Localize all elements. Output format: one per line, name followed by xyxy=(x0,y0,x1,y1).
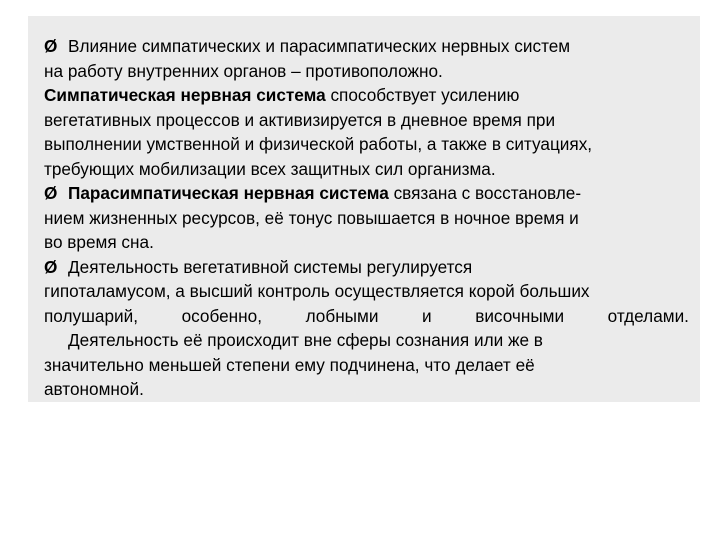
paragraph-4-text: Деятельность вегетативной системы регулируется xyxy=(68,256,473,277)
paragraph-4-line-2: гипоталамусом, а высший контроль осуществляется корой больших xyxy=(44,281,590,301)
paragraph-4-line-5: значительно меньшей степени ему подчинена, что делает её xyxy=(44,354,535,375)
paragraph-1-line-1 xyxy=(44,34,689,59)
paragraph-4-line-4: Деятельность её происходит вне сферы сознания или же в xyxy=(68,330,543,350)
sympathetic-term: Симпатическая нервная система xyxy=(44,85,326,105)
paragraph-4-line-6: автономной. xyxy=(44,379,144,399)
parasympathetic-term: Парасимпатическая нервная система xyxy=(68,183,389,203)
word: отделами. xyxy=(607,305,689,326)
paragraph-4-line-1 xyxy=(44,255,689,280)
arrow-bullet-icon: Ø xyxy=(44,183,58,203)
word: височными xyxy=(475,305,565,326)
paragraph-2-line-1 xyxy=(44,83,689,108)
paragraph-3-line-2: нием жизненных ресурсов, её тонус повышается в ночное время и xyxy=(44,207,579,228)
paragraph-1-text: Влияние симпатических и парасимпатических нервных систем xyxy=(68,36,571,56)
arrow-bullet-icon: Ø xyxy=(44,256,58,277)
arrow-bullet-icon: Ø xyxy=(44,36,58,56)
paragraph-3-text: связана с восстановле- xyxy=(388,183,582,203)
paragraph-2-line-3: выполнении умственной и физической работы, а также в ситуациях, xyxy=(44,134,593,154)
slide-text xyxy=(44,34,689,402)
word: и xyxy=(422,305,432,326)
paragraph-4-line-3 xyxy=(44,304,689,329)
paragraph-3-line-1 xyxy=(44,181,689,206)
word: полушарий, xyxy=(44,305,138,326)
paragraph-2-line-4: требующих мобилизации всех защитных сил организма. xyxy=(44,158,496,179)
paragraph-2-text: способствует усилению xyxy=(325,85,520,105)
paragraph-3-line-3: во время сна. xyxy=(44,232,154,252)
paragraph-1-line-2: на работу внутренних органов – противоположно. xyxy=(44,60,443,81)
paragraph-2-line-2: вегетативных процессов и активизируется в дневное время при xyxy=(44,109,556,130)
word: лобными xyxy=(305,305,379,326)
word: особенно, xyxy=(181,305,262,326)
